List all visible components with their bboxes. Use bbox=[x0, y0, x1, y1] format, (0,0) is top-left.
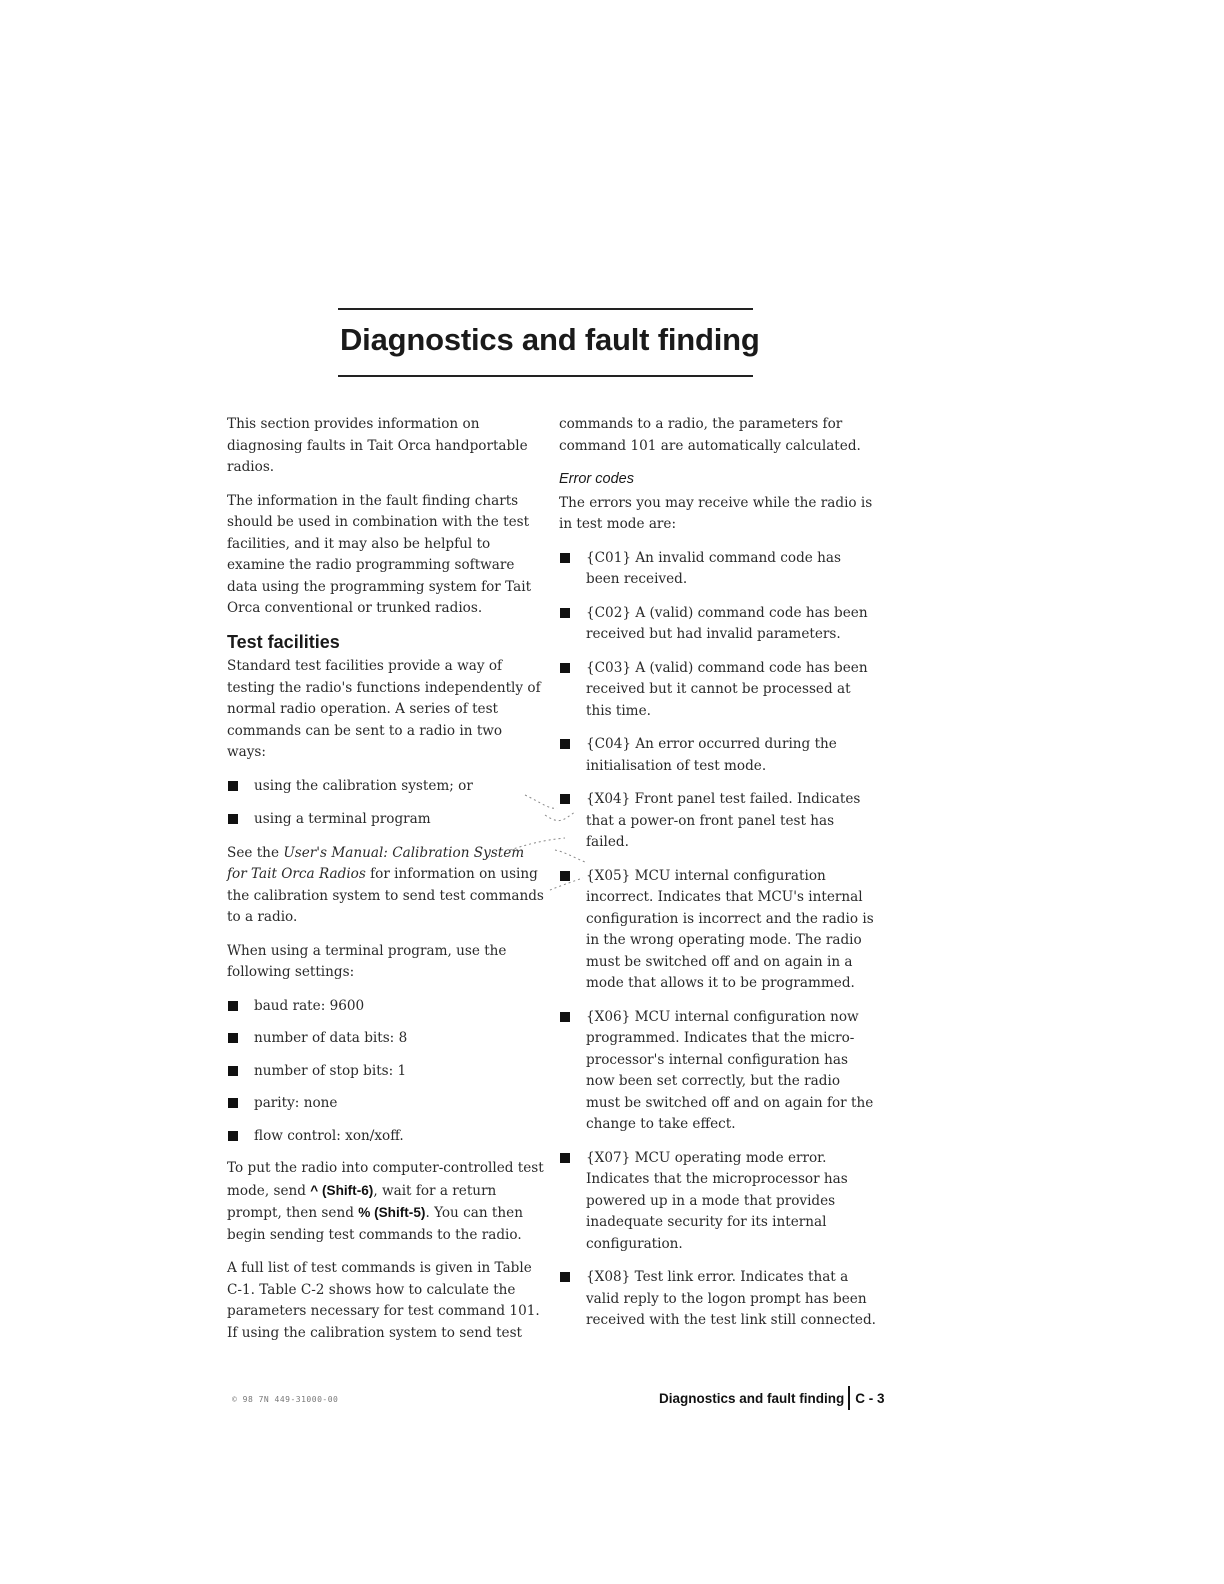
terminal-paragraph: When using a terminal program, use the following settings: bbox=[227, 942, 507, 980]
settings-list bbox=[227, 996, 545, 1148]
page-number: C - 3 bbox=[855, 1390, 885, 1406]
footer-section-title: Diagnostics and fault finding bbox=[659, 1390, 845, 1406]
page-title: Diagnostics and fault finding bbox=[340, 322, 760, 357]
bullet-icon bbox=[560, 739, 570, 749]
bullet-icon bbox=[228, 814, 238, 824]
bullet-icon bbox=[228, 781, 238, 791]
error-intro-paragraph: The errors you may receive while the radio is in test mode are: bbox=[559, 494, 873, 532]
list-item: number of stop bits: 1 bbox=[227, 1061, 545, 1083]
footer-divider bbox=[848, 1386, 850, 1410]
right-column bbox=[559, 414, 877, 1344]
error-codes-heading: Error codes bbox=[559, 471, 634, 487]
bullet-icon bbox=[560, 608, 570, 618]
list-item: {C03} A (valid) command code has been received but it cannot be processed at this time. bbox=[559, 658, 877, 723]
list-item: {C01} An invalid command code has been received. bbox=[559, 548, 877, 591]
bullet-icon bbox=[228, 1033, 238, 1043]
list-item: using a terminal program bbox=[227, 809, 545, 831]
left-column bbox=[227, 414, 545, 1356]
list-item: {X04} Front panel test failed. Indicates that a power-on front panel test has failed. bbox=[559, 789, 877, 854]
list-item: parity: none bbox=[227, 1093, 545, 1115]
list-item: using the calibration system; or bbox=[227, 776, 545, 798]
list-item: flow control: xon/xoff. bbox=[227, 1126, 545, 1148]
list-item: baud rate: 9600 bbox=[227, 996, 545, 1018]
list-item: {X05} MCU internal configuration incorrect. Indicates that MCU's internal configuration is incorrect and the radio is in the wrong operating mode. The radio must be switched off and on again in a mode that allows it to be programmed. bbox=[559, 866, 877, 995]
ways-list bbox=[227, 776, 545, 831]
bullet-icon bbox=[228, 1066, 238, 1076]
bullet-icon bbox=[560, 1012, 570, 1022]
document-code: © 98 7N 449-31000-00 bbox=[232, 1395, 339, 1404]
bullet-icon bbox=[560, 794, 570, 804]
title-rule-bottom bbox=[338, 375, 753, 377]
see-manual-paragraph: See the User's Manual: Calibration System for Tait Orca Radios for information on using the calibration system to send test commands to a radio. bbox=[227, 844, 544, 925]
title-rule-top bbox=[338, 308, 753, 310]
bullet-icon bbox=[560, 871, 570, 881]
list-item: {X06} MCU internal configuration now programmed. Indicates that the micro-processor's internal configuration has now been set correctly, but the radio must be switched off and on again for the change to take effect. bbox=[559, 1007, 877, 1136]
list-item: number of data bits: 8 bbox=[227, 1028, 545, 1050]
intro-paragraph: This section provides information on diagnosing faults in Tait Orca handportable radios. bbox=[227, 416, 528, 475]
continued-paragraph: commands to a radio, the parameters for command 101 are automatically calculated. bbox=[559, 416, 861, 454]
error-list bbox=[559, 548, 877, 1332]
info-paragraph: The information in the fault finding charts should be used in combination with the test facilities, and it may also be helpful to examine the radio programming software data using the programming system for Tait Orca conventional or trunked radios. bbox=[227, 492, 532, 616]
test-facilities-paragraph: Standard test facilities provide a way of testing the radio's functions independently of normal radio operation. A series of test commands can be sent to a radio in two ways: bbox=[227, 658, 541, 760]
full-list-paragraph: A full list of test commands is given in Table C-1. Table C-2 shows how to calculate the parameters necessary for test command 101. If using the calibration system to send test bbox=[227, 1260, 540, 1341]
list-item: {X07} MCU operating mode error. Indicates that the microprocessor has powered up in a mode that provides inadequate security for its internal configuration. bbox=[559, 1148, 877, 1256]
bullet-icon bbox=[228, 1001, 238, 1011]
test-mode-paragraph: To put the radio into computer-controlled test mode, send ^ (Shift-6), wait for a return prompt, then send % (Shift-5). You can then begin sending test commands to the radio. bbox=[227, 1160, 544, 1243]
bullet-icon bbox=[560, 1272, 570, 1282]
test-facilities-heading: Test facilities bbox=[227, 631, 340, 652]
list-item: {C02} A (valid) command code has been received but had invalid parameters. bbox=[559, 603, 877, 646]
list-item: {X08} Test link error. Indicates that a valid reply to the logon prompt has been received with the test link still connected. bbox=[559, 1267, 877, 1332]
page-footer bbox=[659, 1386, 885, 1410]
bullet-icon bbox=[560, 1153, 570, 1163]
shift-6-key: ^ (Shift-6) bbox=[310, 1182, 374, 1198]
bullet-icon bbox=[560, 553, 570, 563]
list-item: {C04} An error occurred during the initialisation of test mode. bbox=[559, 734, 877, 777]
manual-reference: User's Manual: Calibration System for Tait Orca Radios bbox=[227, 844, 525, 882]
bullet-icon bbox=[228, 1098, 238, 1108]
shift-5-key: % (Shift-5) bbox=[358, 1205, 426, 1220]
bullet-icon bbox=[560, 663, 570, 673]
bullet-icon bbox=[228, 1131, 238, 1141]
